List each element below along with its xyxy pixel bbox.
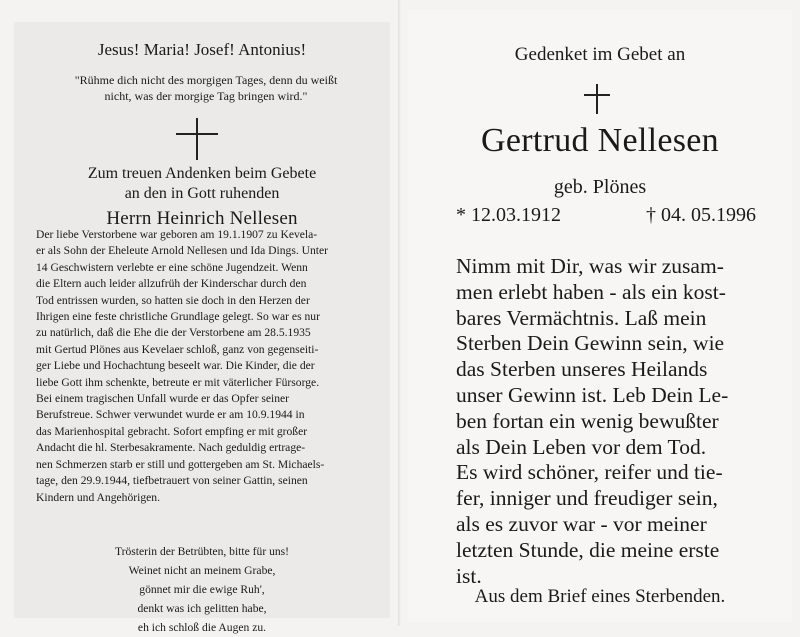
remembrance-intro <box>14 164 390 204</box>
bio-line: tage, den 29.9.1944, tiefbetrauert von seiner Gattin, seinen <box>36 474 308 488</box>
poem-line: Trösterin der Betrübten, bitte für uns! <box>114 545 290 558</box>
bio-line: zu natürlich, daß die Ehe die der Verstorbene am 28.5.1935 <box>36 326 311 340</box>
bio-line: Der liebe Verstorbene war geboren am 19.1.1907 zu Kevela- <box>36 228 318 241</box>
life-dates <box>456 204 756 227</box>
scripture-quote <box>42 72 370 104</box>
farewell-text <box>456 254 761 589</box>
bio-line: die Eltern auch leider allzufrüh der Kinderschar durch den <box>36 277 307 291</box>
source-attribution: Aus dem Brief eines Sterbenden. <box>474 586 726 607</box>
bio-line: er als Sohn der Eheleute Arnold Nellesen und Ida Dings. Unter <box>36 244 329 258</box>
poem-line: denkt was ich gelitten habe, <box>137 602 267 615</box>
quote-line: "Rühme dich nicht des morgigen Tages, denn du weißt <box>74 73 338 87</box>
text-line: ben fortan ein wenig bewußter <box>456 408 719 433</box>
text-line: unser Gewinn ist. Leb Dein Le- <box>456 382 729 407</box>
cross-icon <box>176 118 218 160</box>
biography <box>36 227 372 506</box>
bio-line: Andacht die hl. Sterbesakramente. Nach geduldig ertrage- <box>36 441 306 455</box>
right-panel <box>408 10 792 622</box>
text-line: Sterben Dein Gewinn sein, wie <box>456 331 725 356</box>
deceased-name-left: Herrn Heinrich Nellesen <box>106 208 298 229</box>
text-line: bares Vermächtnis. Laß mein <box>456 305 707 330</box>
text-line: Nimm mit Dir, was wir zusam- <box>456 254 724 278</box>
intro-line: Zum treuen Andenken beim Gebete <box>87 165 317 182</box>
right-heading: Gedenket im Gebet an <box>514 44 686 65</box>
poem-line: gönnet mir die ewige Ruh', <box>139 583 265 596</box>
left-heading: Jesus! Maria! Josef! Antonius! <box>97 40 307 59</box>
intro-line: an den in Gott ruhenden <box>124 185 280 202</box>
poem-line: Weinet nicht an meinem Grabe, <box>128 564 276 577</box>
death-date: † 04. 05.1996 <box>646 204 756 226</box>
left-panel <box>14 22 390 634</box>
bio-line: Berufstreue. Schwer verwundet wurde er am 10.9.1944 in <box>36 408 305 422</box>
text-line: letzten Stunde, die meine erste <box>456 537 720 562</box>
bio-line: das Marienhospital gebracht. Sofort empfing er mit großer <box>36 424 308 438</box>
bio-line: mit Gertud Plönes aus Kevelaer schloß, ganz von gegenseiti- <box>36 342 319 356</box>
text-line: als Dein Leben vor dem Tod. <box>456 434 707 459</box>
birth-date: * 12.03.1912 <box>456 204 561 226</box>
bio-line: ger Liebe und Hochachtung beseelt war. Die Kinder, die der <box>36 359 315 373</box>
text-line: fer, inniger und freudiger sein, <box>456 486 718 511</box>
maiden-name: geb. Plönes <box>553 176 647 198</box>
bio-line: Bei einem tragischen Unfall wurde er das Opfer seiner <box>36 392 290 406</box>
fold-line <box>398 0 401 626</box>
text-line: ist. <box>456 563 482 588</box>
bio-line: Ihrigen eine feste christliche Grundlage gelegt. So war es nur <box>36 310 320 324</box>
bio-line: Tod entrissen wurden, so hatten sie doch in den Herzen der <box>36 293 310 307</box>
bio-line: 14 Geschwistern verlebte er eine schöne Jugendzeit. Wenn <box>36 260 308 274</box>
bio-line: Kindern und Angehörigen. <box>36 490 160 504</box>
closing-poem <box>14 542 390 637</box>
text-line: als es zuvor war - vor meiner <box>456 511 707 536</box>
cross-icon <box>584 84 610 114</box>
text-line: Es wird schöner, reifer und tie- <box>456 460 723 485</box>
text-line: men erlebt haben - als ein kost- <box>456 279 726 304</box>
bio-line: nen Schmerzen starb er still und gottergeben am St. Michaels- <box>36 457 325 471</box>
bio-line: liebe Gott ihm schenkte, betreute er mit väterlicher Fürsorge. <box>36 375 320 389</box>
poem-line: eh ich schloß die Augen zu. <box>137 621 267 634</box>
text-line: das Sterben unseres Heilands <box>456 357 708 382</box>
deceased-name-right: Gertrud Nellesen <box>481 122 719 159</box>
quote-line: nicht, was der morgige Tag bringen wird." <box>104 89 308 103</box>
